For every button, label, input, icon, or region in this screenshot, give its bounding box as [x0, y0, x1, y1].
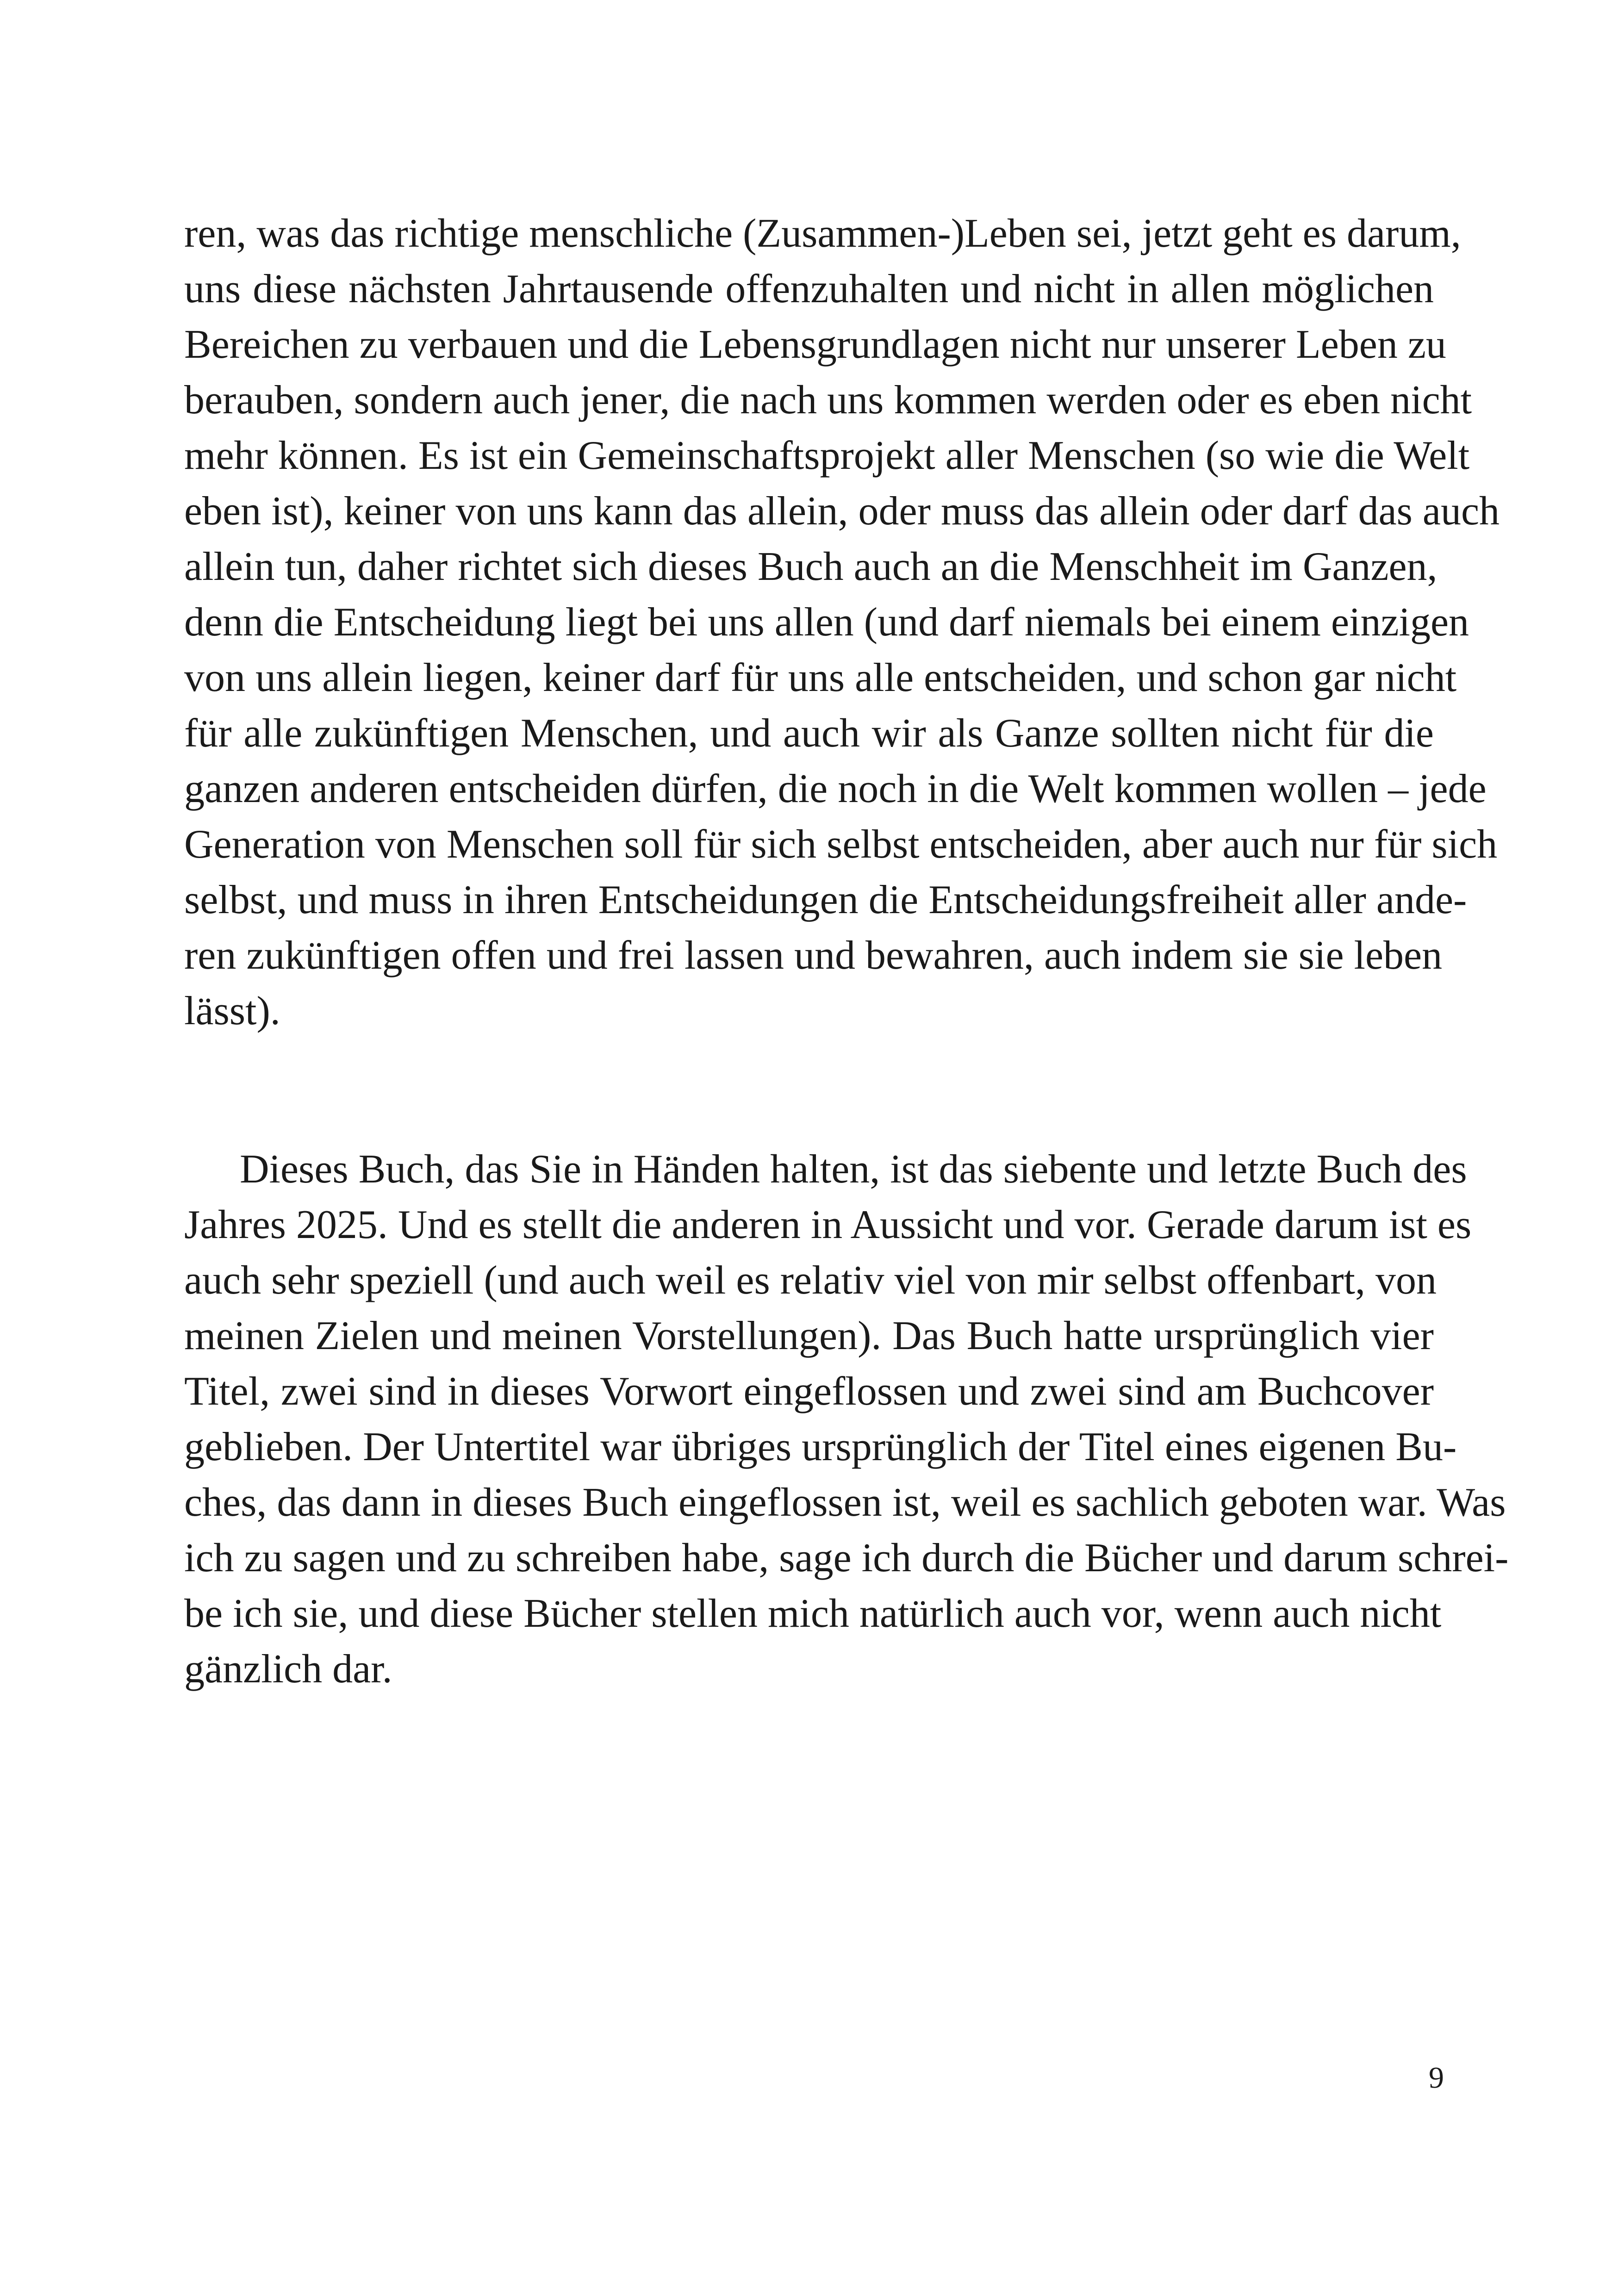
page-number: 9 [1429, 2061, 1444, 2095]
text-line: uns diese nächsten Jahrtausende offenzuhalten und nicht in allen möglichen [184, 267, 1434, 311]
text-line: ches, das dann in dieses Buch eingeflossen ist, weil es sachlich geboten war. Was [184, 1480, 1506, 1525]
text-line: Dieses Buch, das Sie in Händen halten, ist das siebente und letzte Buch des [240, 1147, 1467, 1192]
text-line: eben ist), keiner von uns kann das allein, oder muss das allein oder darf das auch [184, 489, 1500, 534]
text-line: ich zu sagen und zu schreiben habe, sage ich durch die Bücher und darum schrei- [184, 1536, 1509, 1580]
text-line: lässt). [184, 989, 280, 1033]
text-line: Generation von Menschen soll für sich selbst entscheiden, aber auch nur für sich [184, 822, 1498, 867]
text-line: ren zukünftigen offen und frei lassen und bewahren, auch indem sie sie leben [184, 933, 1443, 978]
text-line: denn die Entscheidung liegt bei uns allen (und darf niemals bei einem einzigen [184, 600, 1469, 645]
text-line: allein tun, daher richtet sich dieses Buch auch an die Menschheit im Ganzen, [184, 544, 1438, 589]
text-line: ganzen anderen entscheiden dürfen, die noch in die Welt kommen wollen – jede [184, 766, 1487, 811]
text-line: für alle zukünftigen Menschen, und auch wir als Ganze sollten nicht für die [184, 711, 1434, 756]
text-line: meinen Zielen und meinen Vorstellungen). Das Buch hatte ursprünglich vier [184, 1313, 1434, 1358]
text-line: Jahres 2025. Und es stellt die anderen in Aussicht und vor. Gerade darum ist es [184, 1202, 1472, 1247]
text-line: berauben, sondern auch jener, die nach uns kommen werden oder es eben nicht [184, 378, 1472, 423]
text-line: Titel, zwei sind in dieses Vorwort eingeflossen und zwei sind am Buchcover [184, 1369, 1434, 1414]
text-line: Bereichen zu verbauen und die Lebensgrundlagen nicht nur unserer Leben zu [184, 322, 1446, 367]
text-line: be ich sie, und diese Bücher stellen mich natürlich auch vor, wenn auch nicht [184, 1591, 1442, 1636]
text-line: auch sehr speziell (und auch weil es relativ viel von mir selbst offenbart, von [184, 1258, 1437, 1303]
paragraph-new [184, 1142, 1509, 1697]
paragraph-continued [184, 206, 1500, 1039]
text-line: ren, was das richtige menschliche (Zusammen-)Leben sei, jetzt geht es darum, [184, 211, 1461, 256]
text-line: geblieben. Der Untertitel war übriges ursprünglich der Titel eines eigenen Bu- [184, 1425, 1457, 1469]
text-line: gänzlich dar. [184, 1647, 392, 1692]
text-line: selbst, und muss in ihren Entscheidungen die Entscheidungsfreiheit aller ande- [184, 877, 1467, 922]
text-line: mehr können. Es ist ein Gemeinschaftsprojekt aller Menschen (so wie die Welt [184, 433, 1470, 478]
text-line: von uns allein liegen, keiner darf für uns alle entscheiden, und schon gar nicht [184, 655, 1457, 700]
